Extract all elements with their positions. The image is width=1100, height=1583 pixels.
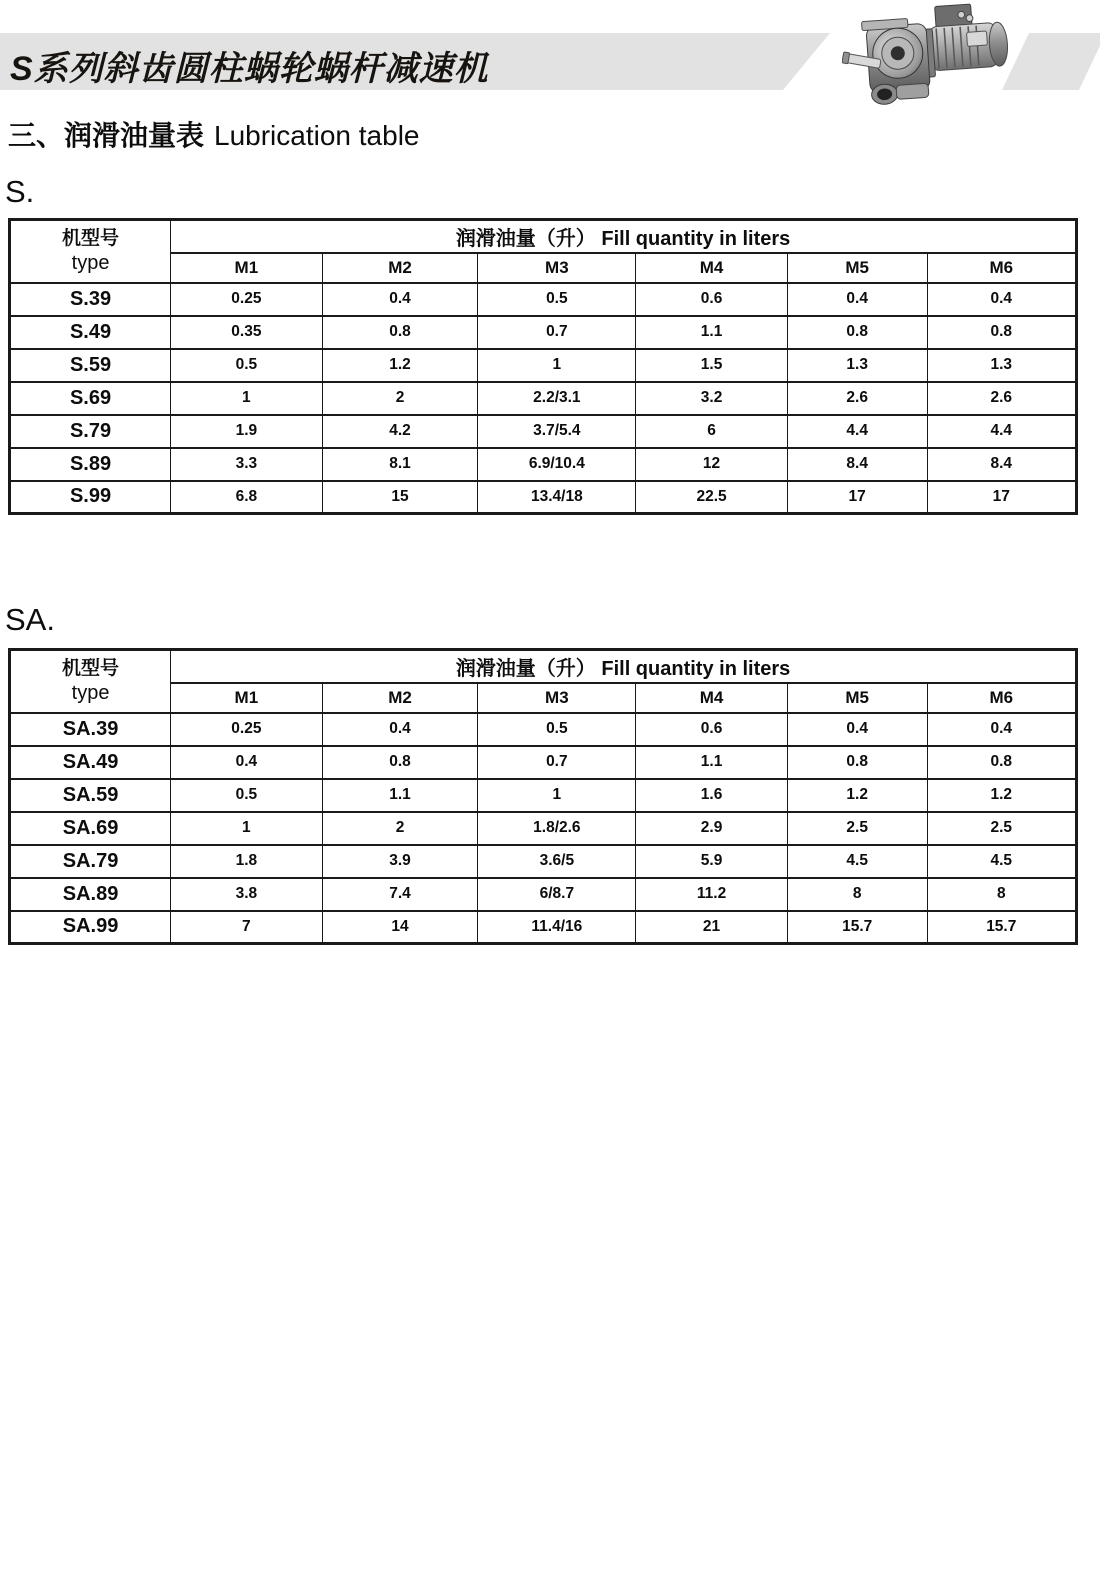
table-row <box>10 746 1077 779</box>
page-title: S系列斜齿圆柱蜗轮蜗杆减速机 <box>10 50 489 88</box>
fill-quantity-cell: 2 <box>322 812 478 845</box>
model-type-cell: S.89 <box>10 448 171 481</box>
fill-quantity-cell: 3.3 <box>171 448 323 481</box>
fill-quantity-cell: 3.6/5 <box>478 845 636 878</box>
type-column-header <box>10 650 171 713</box>
table-row <box>10 481 1077 514</box>
column-header-m4: M4 <box>636 683 788 713</box>
model-type-cell: S.59 <box>10 349 171 382</box>
table-row <box>10 779 1077 812</box>
fill-quantity-cell: 1.2 <box>787 779 927 812</box>
fill-quantity-cell: 0.8 <box>322 746 478 779</box>
fill-quantity-cell: 1 <box>171 382 323 415</box>
fill-quantity-cell: 2.5 <box>787 812 927 845</box>
table-row <box>10 415 1077 448</box>
fill-quantity-cell: 1.2 <box>927 779 1076 812</box>
column-header-m6: M6 <box>927 253 1076 283</box>
fill-quantity-cell: 12 <box>636 448 788 481</box>
column-header-m1: M1 <box>171 683 323 713</box>
type-header-en: type <box>71 252 110 275</box>
model-type-cell: S.99 <box>10 481 171 514</box>
fill-quantity-cell: 0.8 <box>322 316 478 349</box>
lubrication-table-sa <box>8 648 1078 945</box>
fill-quantity-cell: 2 <box>322 382 478 415</box>
fill-quantity-cell: 15.7 <box>927 911 1076 944</box>
column-header-m3: M3 <box>478 253 636 283</box>
section-title <box>8 118 420 154</box>
column-header-m1: M1 <box>171 253 323 283</box>
column-header-m6: M6 <box>927 683 1076 713</box>
fill-quantity-cell: 0.4 <box>927 713 1076 746</box>
fill-quantity-cell: 4.5 <box>787 845 927 878</box>
table-row <box>10 382 1077 415</box>
fill-quantity-cell: 4.4 <box>787 415 927 448</box>
fill-quantity-cell: 0.5 <box>171 779 323 812</box>
fill-quantity-cell: 5.9 <box>636 845 788 878</box>
fill-quantity-cell: 8.4 <box>787 448 927 481</box>
model-type-cell: S.49 <box>10 316 171 349</box>
type-header-zh: 机型号 <box>62 658 120 680</box>
section-title-zh: 三、润滑油量表 <box>8 120 205 151</box>
column-header-m4: M4 <box>636 253 788 283</box>
fill-quantity-cell: 0.4 <box>927 283 1076 316</box>
type-header-en: type <box>71 682 110 705</box>
fill-quantity-cell: 6 <box>636 415 788 448</box>
table-body <box>10 283 1077 514</box>
fill-quantity-cell: 1.1 <box>322 779 478 812</box>
series-label-sa: SA. <box>5 602 55 637</box>
lubrication-table-s <box>8 218 1078 515</box>
fill-quantity-cell: 0.4 <box>787 283 927 316</box>
fill-quantity-cell: 2.6 <box>787 382 927 415</box>
fill-quantity-cell: 14 <box>322 911 478 944</box>
fill-quantity-cell: 17 <box>927 481 1076 514</box>
model-type-cell: SA.99 <box>10 911 171 944</box>
fill-quantity-cell: 3.7/5.4 <box>478 415 636 448</box>
model-type-cell: SA.69 <box>10 812 171 845</box>
fill-quantity-cell: 0.25 <box>171 283 323 316</box>
fill-quantity-cell: 0.35 <box>171 316 323 349</box>
fill-quantity-cell: 2.5 <box>927 812 1076 845</box>
fill-quantity-cell: 8.1 <box>322 448 478 481</box>
type-header-zh: 机型号 <box>62 228 120 250</box>
column-header-m2: M2 <box>322 253 478 283</box>
fill-quantity-cell: 0.4 <box>171 746 323 779</box>
table-row <box>10 283 1077 316</box>
fill-quantity-cell: 0.4 <box>322 283 478 316</box>
series-label-s: S. <box>5 174 35 209</box>
fill-quantity-cell: 2.9 <box>636 812 788 845</box>
gearbox-product-image <box>842 3 1018 106</box>
fill-quantity-cell: 11.2 <box>636 878 788 911</box>
fill-quantity-cell: 1.8 <box>171 845 323 878</box>
fill-quantity-cell: 1.5 <box>636 349 788 382</box>
fill-quantity-cell: 1 <box>171 812 323 845</box>
fill-quantity-cell: 1.8/2.6 <box>478 812 636 845</box>
fill-quantity-cell: 3.2 <box>636 382 788 415</box>
fill-quantity-cell: 6/8.7 <box>478 878 636 911</box>
column-header-m3: M3 <box>478 683 636 713</box>
fill-quantity-cell: 6.8 <box>171 481 323 514</box>
model-type-cell: SA.49 <box>10 746 171 779</box>
fill-quantity-header: 润滑油量（升） Fill quantity in liters <box>171 220 1077 253</box>
fill-quantity-cell: 0.8 <box>787 316 927 349</box>
fill-quantity-cell: 4.5 <box>927 845 1076 878</box>
column-header-m2: M2 <box>322 683 478 713</box>
fill-quantity-cell: 0.6 <box>636 713 788 746</box>
fill-quantity-cell: 1.3 <box>787 349 927 382</box>
model-type-cell: SA.39 <box>10 713 171 746</box>
fill-quantity-cell: 0.5 <box>171 349 323 382</box>
fill-quantity-cell: 22.5 <box>636 481 788 514</box>
fill-quantity-cell: 4.4 <box>927 415 1076 448</box>
fill-quantity-cell: 1.1 <box>636 746 788 779</box>
fill-quantity-cell: 0.7 <box>478 316 636 349</box>
model-type-cell: S.39 <box>10 283 171 316</box>
fill-quantity-cell: 1.9 <box>171 415 323 448</box>
fill-quantity-cell: 0.25 <box>171 713 323 746</box>
fill-quantity-cell: 15.7 <box>787 911 927 944</box>
fill-quantity-cell: 1.2 <box>322 349 478 382</box>
fill-quantity-cell: 1 <box>478 779 636 812</box>
table-header <box>10 650 1077 713</box>
fill-quantity-cell: 0.6 <box>636 283 788 316</box>
fill-quantity-cell: 0.8 <box>787 746 927 779</box>
fill-quantity-cell: 3.8 <box>171 878 323 911</box>
fill-quantity-cell: 0.8 <box>927 746 1076 779</box>
fill-quantity-cell: 8 <box>787 878 927 911</box>
fill-quantity-cell: 1.3 <box>927 349 1076 382</box>
fill-quantity-cell: 13.4/18 <box>478 481 636 514</box>
fill-quantity-cell: 7 <box>171 911 323 944</box>
section-title-en: Lubrication table <box>214 120 420 151</box>
type-column-header <box>10 220 171 283</box>
table-row <box>10 316 1077 349</box>
column-header-m5: M5 <box>787 683 927 713</box>
table-row <box>10 911 1077 944</box>
fill-quantity-cell: 0.8 <box>927 316 1076 349</box>
table-row <box>10 448 1077 481</box>
fill-quantity-cell: 7.4 <box>322 878 478 911</box>
column-header-m5: M5 <box>787 253 927 283</box>
model-type-cell: S.79 <box>10 415 171 448</box>
table-row <box>10 878 1077 911</box>
fill-quantity-cell: 3.9 <box>322 845 478 878</box>
fill-quantity-cell: 8.4 <box>927 448 1076 481</box>
fill-quantity-cell: 0.5 <box>478 713 636 746</box>
model-type-cell: SA.89 <box>10 878 171 911</box>
table-body <box>10 713 1077 944</box>
table-row <box>10 845 1077 878</box>
fill-quantity-cell: 1 <box>478 349 636 382</box>
fill-quantity-cell: 17 <box>787 481 927 514</box>
fill-quantity-cell: 2.6 <box>927 382 1076 415</box>
fill-quantity-cell: 0.5 <box>478 283 636 316</box>
fill-quantity-cell: 6.9/10.4 <box>478 448 636 481</box>
fill-quantity-cell: 11.4/16 <box>478 911 636 944</box>
fill-quantity-cell: 1.1 <box>636 316 788 349</box>
table-header <box>10 220 1077 283</box>
model-type-cell: SA.59 <box>10 779 171 812</box>
fill-quantity-cell: 2.2/3.1 <box>478 382 636 415</box>
fill-quantity-cell: 4.2 <box>322 415 478 448</box>
fill-quantity-header: 润滑油量（升） Fill quantity in liters <box>171 650 1077 683</box>
table-row <box>10 812 1077 845</box>
fill-quantity-cell: 0.4 <box>787 713 927 746</box>
table-row <box>10 713 1077 746</box>
fill-quantity-cell: 8 <box>927 878 1076 911</box>
model-type-cell: S.69 <box>10 382 171 415</box>
table-row <box>10 349 1077 382</box>
fill-quantity-cell: 1.6 <box>636 779 788 812</box>
model-type-cell: SA.79 <box>10 845 171 878</box>
fill-quantity-cell: 15 <box>322 481 478 514</box>
fill-quantity-cell: 21 <box>636 911 788 944</box>
fill-quantity-cell: 0.4 <box>322 713 478 746</box>
fill-quantity-cell: 0.7 <box>478 746 636 779</box>
